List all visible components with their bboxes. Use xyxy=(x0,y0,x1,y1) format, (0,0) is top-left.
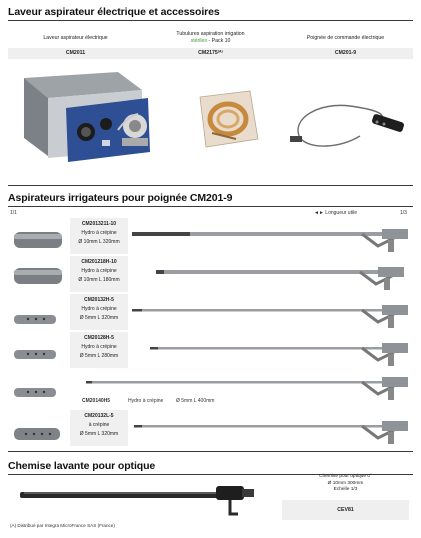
aspirator-instrument xyxy=(132,296,414,332)
section-divider xyxy=(8,185,413,186)
tip-thumbnail xyxy=(10,262,64,290)
product-label: CM20132L-5 à crépine Ø 5mm L 320mm xyxy=(70,410,128,446)
column-header-washer: Laveur aspirateur électrique xyxy=(43,35,108,41)
tip-thumbnail xyxy=(10,305,64,333)
product-desc: Hydro à crépine xyxy=(128,398,164,404)
length-label: ◄► Longueur utile xyxy=(314,210,357,216)
tubing-pack-image xyxy=(192,85,262,151)
column-header-handle: Poignée de commande électrique xyxy=(306,35,385,41)
product-ref: CM20140H5 xyxy=(82,398,111,404)
scale-right: 1/3 xyxy=(400,210,407,216)
aspirator-instrument xyxy=(156,258,414,294)
column-header-tubing: Tubulures aspiration irrigation stériles - Pack 10 xyxy=(176,31,245,44)
aspirator-instrument xyxy=(134,412,414,448)
section-divider xyxy=(8,20,413,21)
washer-device-image xyxy=(10,68,160,170)
ref-tubing: CM2175⁽ᴬ⁾ xyxy=(198,50,223,56)
tip-thumbnail xyxy=(10,378,64,406)
section-divider xyxy=(8,206,413,207)
tip-thumbnail xyxy=(10,226,64,254)
product-label: CM20128H-5 Hydro à crépine Ø 5mm L 280mm xyxy=(70,332,128,368)
ref-washer: CM2011 xyxy=(65,50,86,56)
product-size: Ø 5mm L 400mm xyxy=(176,398,215,404)
scale-left: 1/1 xyxy=(10,210,17,216)
sheath-info-box: Chemise pour optique 0° Ø 10mm 300mm Echelle 1/3 xyxy=(319,474,372,492)
aspirator-instrument xyxy=(150,334,414,370)
ref-sheath: CEV81 xyxy=(282,500,409,520)
section-title-sheath: Chemise lavante pour optique xyxy=(8,460,156,472)
section-title-aspirators: Aspirateurs irrigateurs pour poignée CM201-9 xyxy=(8,192,233,204)
product-label: CM2013211-10 Hydro à crépine Ø 10mm L 320mm xyxy=(70,218,128,254)
product-label: CM201218H-10 Hydro à crépine Ø 10mm L 180mm xyxy=(70,256,128,292)
footnote: (A) Distribué par Integra MicroFrance SAS (France) xyxy=(10,523,115,528)
tip-thumbnail xyxy=(10,420,64,448)
optical-sheath-image xyxy=(20,480,260,520)
control-handle-image xyxy=(280,88,410,158)
ref-handle: CM201-9 xyxy=(334,50,357,56)
section-title-washer: Laveur aspirateur électrique et accessoires xyxy=(8,6,220,18)
tip-thumbnail xyxy=(10,340,64,368)
product-label: CM20132H-5 Hydro à crépine Ø 5mm L 320mm xyxy=(70,294,128,330)
section-divider xyxy=(8,451,413,452)
aspirator-instrument xyxy=(132,220,414,256)
